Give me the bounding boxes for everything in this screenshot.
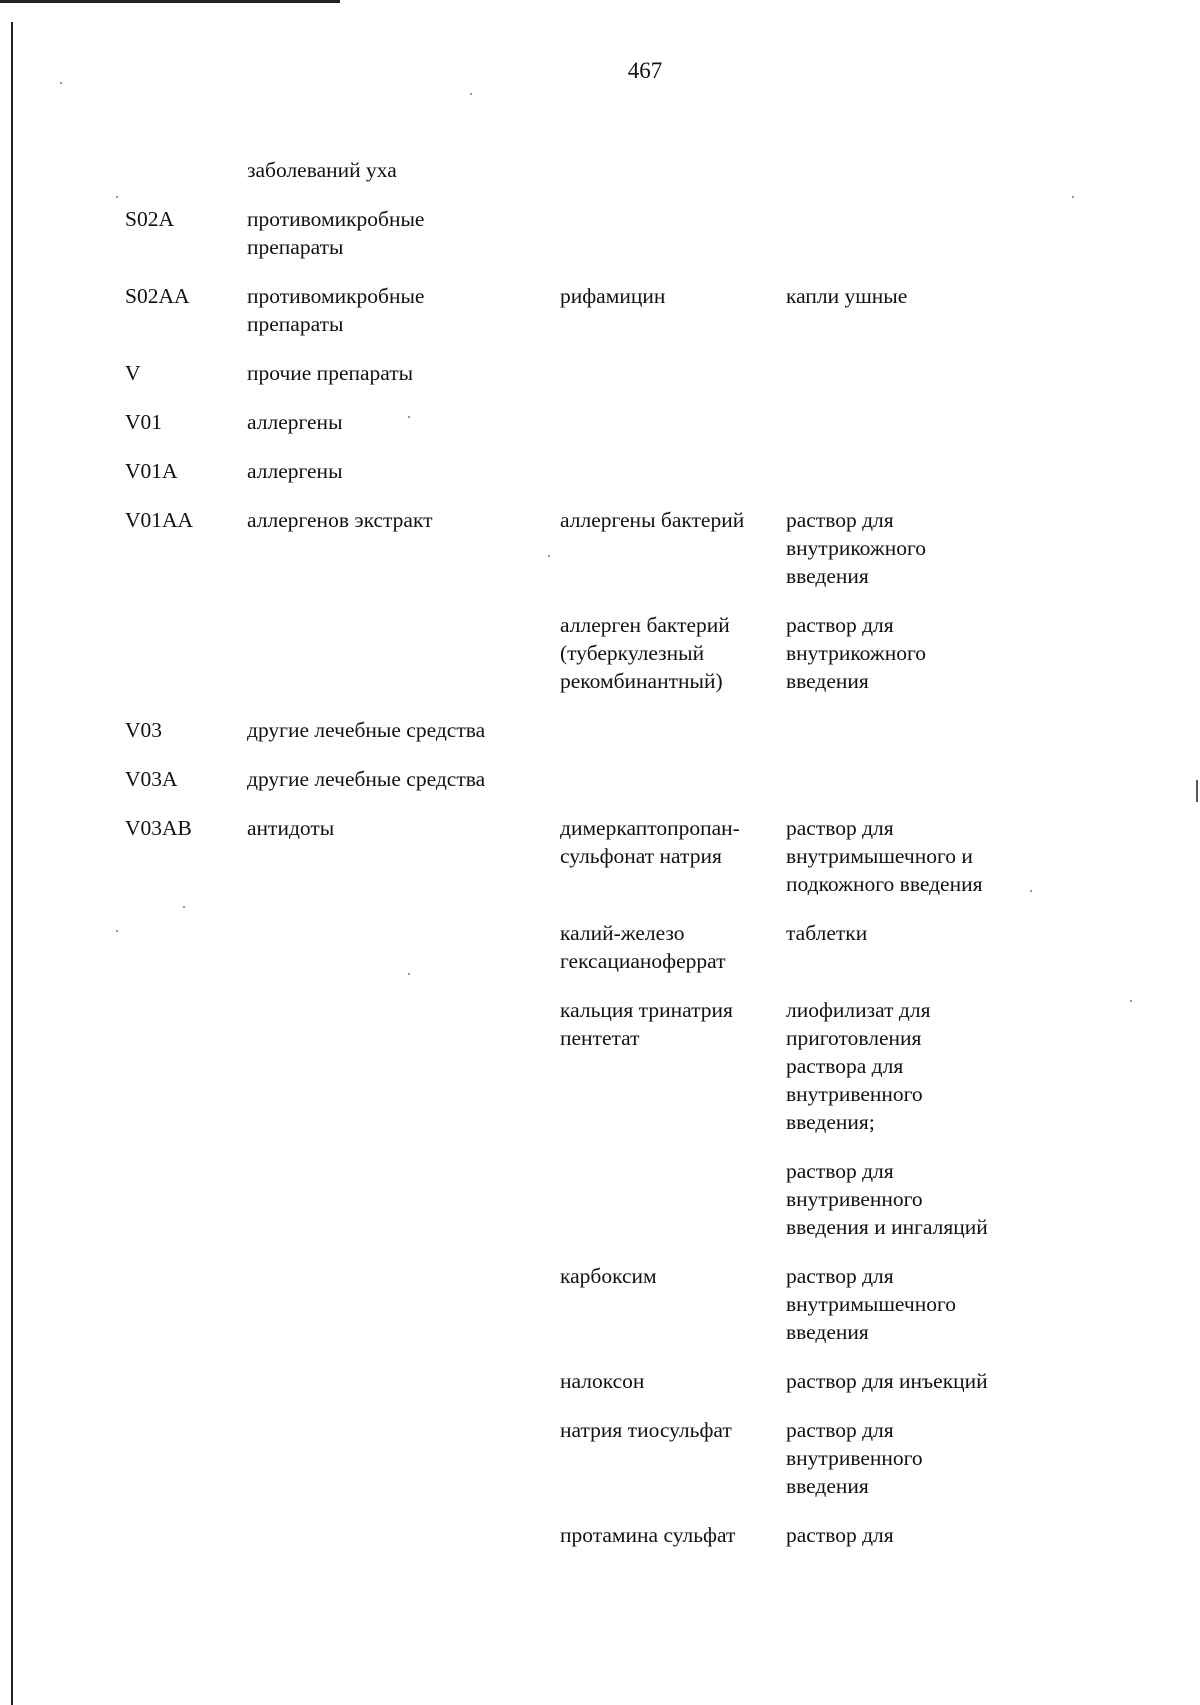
group-name-cell: противомикробные препараты [247, 284, 425, 336]
atc-code-cell: S02AA [125, 284, 190, 308]
drug-name-cell [560, 156, 786, 184]
drug-name-cell [560, 1157, 786, 1241]
group-name-cell: другие лечебные средства [247, 767, 486, 791]
scan-speck [1130, 1000, 1132, 1002]
atc-code-cell: S02A [125, 207, 174, 231]
drug-name-cell: карбоксим [560, 1264, 657, 1288]
dosage-form-cell [786, 765, 1026, 793]
group-name-cell: противомикробные препараты [247, 207, 425, 259]
atc-code-cell: V03AB [125, 816, 192, 840]
dosage-form-cell: раствор для внутримышечного введения [786, 1264, 957, 1344]
group-name-cell: аллергенов экстракт [247, 508, 433, 532]
dosage-form-cell: раствор для внутрикожного введения [786, 613, 927, 693]
dosage-form-cell: раствор для инъекций [786, 1369, 988, 1393]
atc-code-cell [125, 1262, 247, 1346]
page-number: 467 [627, 58, 663, 83]
drug-name-cell: налоксон [560, 1369, 645, 1393]
atc-code-cell [125, 919, 247, 975]
group-name-cell [247, 919, 560, 975]
drug-name-cell: аллерген бактерий (туберкулезный рекомбинантный) [560, 613, 730, 693]
group-name-cell [247, 996, 560, 1136]
scan-right-mark [1196, 780, 1198, 802]
table-row [125, 1262, 1125, 1346]
scan-speck [116, 930, 118, 932]
atc-code-cell: V01A [125, 459, 178, 483]
drug-name-cell: натрия тиосульфат [560, 1418, 732, 1442]
atc-code-cell: V01AA [125, 508, 194, 532]
table-row [125, 1157, 1125, 1241]
scan-speck [470, 93, 472, 95]
table-row [125, 282, 1125, 338]
table-row [125, 1416, 1125, 1500]
atc-table [125, 156, 1125, 1570]
group-name-cell: прочие препараты [247, 361, 414, 385]
dosage-form-cell [786, 205, 1026, 261]
atc-code-cell [125, 1157, 247, 1241]
dosage-form-cell: раствор для внутривенного введения [786, 1418, 923, 1498]
drug-name-cell: кальция тринатрия пентетат [560, 998, 733, 1050]
atc-code-cell [125, 1416, 247, 1500]
drug-name-cell: рифамицин [560, 284, 666, 308]
table-row [125, 205, 1125, 261]
drug-name-cell [560, 205, 786, 261]
table-row [125, 1367, 1125, 1395]
dosage-form-cell [786, 359, 1026, 387]
table-row [125, 716, 1125, 744]
table-row [125, 765, 1125, 793]
atc-code-cell [125, 611, 247, 695]
table-row [125, 1521, 1125, 1549]
atc-code-cell [125, 1367, 247, 1395]
drug-name-cell [560, 765, 786, 793]
drug-name-cell: протамина сульфат [560, 1523, 736, 1547]
group-name-cell [247, 1416, 560, 1500]
dosage-form-cell: раствор для внутривенного введения и ингаляций [786, 1159, 988, 1239]
drug-name-cell [560, 408, 786, 436]
dosage-form-cell: таблетки [786, 921, 868, 945]
group-name-cell: аллергены [247, 459, 343, 483]
drug-name-cell: аллергены бактерий [560, 508, 745, 532]
drug-name-cell: димеркаптопропан- сульфонат натрия [560, 816, 740, 868]
atc-code-cell: V03A [125, 767, 178, 791]
atc-code-cell: V01 [125, 410, 163, 434]
atc-code-cell [125, 996, 247, 1136]
group-name-cell [247, 1367, 560, 1395]
table-row [125, 156, 1125, 184]
drug-name-cell: калий-железо гексацианоферрат [560, 921, 726, 973]
atc-code-cell: V [125, 361, 141, 385]
dosage-form-cell [786, 457, 1026, 485]
group-name-cell [247, 1262, 560, 1346]
table-row [125, 814, 1125, 898]
drug-name-cell [560, 359, 786, 387]
group-name-cell: заболеваний уха [247, 158, 397, 182]
table-row [125, 919, 1125, 975]
table-row [125, 996, 1125, 1136]
dosage-form-cell [786, 408, 1026, 436]
dosage-form-cell: раствор для внутрикожного введения [786, 508, 927, 588]
dosage-form-cell [786, 716, 1026, 744]
table-row [125, 611, 1125, 695]
drug-name-cell [560, 716, 786, 744]
scan-speck [116, 196, 118, 198]
dosage-form-cell: лиофилизат для приготовления раствора для внутривенного введения; [786, 998, 931, 1134]
atc-code-cell [125, 1521, 247, 1549]
table-row [125, 359, 1125, 387]
group-name-cell [247, 611, 560, 695]
scan-left-border [11, 22, 13, 1705]
table-row [125, 408, 1125, 436]
table-row [125, 506, 1125, 590]
group-name-cell: антидоты [247, 816, 335, 840]
group-name-cell: аллергены [247, 410, 343, 434]
dosage-form-cell: раствор для [786, 1523, 894, 1547]
scan-top-rule [0, 0, 340, 3]
dosage-form-cell: раствор для внутримышечного и подкожного введения [786, 816, 983, 896]
drug-name-cell [560, 457, 786, 485]
table-row [125, 457, 1125, 485]
group-name-cell [247, 1521, 560, 1549]
dosage-form-cell: капли ушные [786, 284, 908, 308]
atc-code-cell [125, 156, 247, 184]
dosage-form-cell [786, 156, 1026, 184]
group-name-cell: другие лечебные средства [247, 718, 486, 742]
atc-code-cell: V03 [125, 718, 163, 742]
group-name-cell [247, 1157, 560, 1241]
